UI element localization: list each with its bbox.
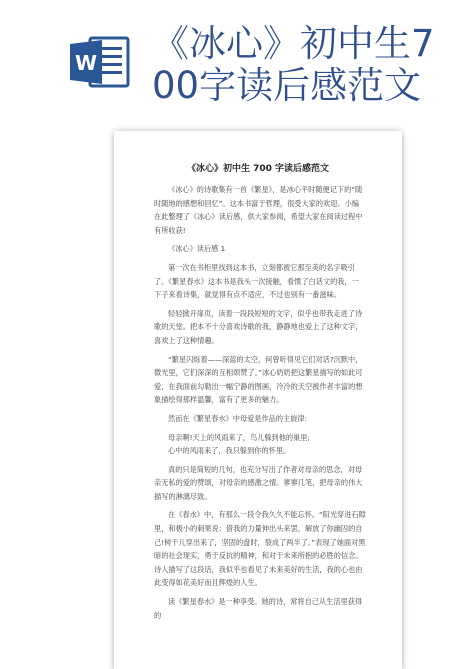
- page-title-line-2: 00字读后感范文: [152, 64, 422, 107]
- document-body: [154, 183, 366, 627]
- paragraph: “繁星闪烁着——深蓝的太空，何曾听得见它们对话?沉默中，微光里，它们深深的互相颂赞了。”冰心奶奶把这繁星描写的如此可爱，在我面前勾勒出一幅宁静的图画，冷冷的天空被作者丰富的想象描绘得那样温馨，富有了更多的魅力。: [154, 354, 363, 405]
- document-page: [114, 131, 402, 669]
- paragraph: 然而在《繁星春水》中母爱是作品的主旋律:: [168, 413, 307, 423]
- paragraph: 真的只是简短的几句，也充分写出了作者对母亲的思念，对母亲无私的爱的赞颂，对母亲的感激之情。寥寥几笔，把母亲的伟大描写的淋漓尽致。: [154, 464, 363, 501]
- paragraph: 轻轻掀开扉页，读着一段段短短的文字，似乎也带我走进了诗歌的天堂。把本不十分喜欢诗歌的我，静静地也爱上了这种文字，喜欢上了这种情趣。: [154, 308, 363, 345]
- page-title-line-1: 《冰心》初中生7: [152, 22, 435, 65]
- section-heading: 《冰心》读后感 1: [168, 244, 226, 254]
- paragraph-intro: 《冰心》的诗歌集有一首《繁星》，是冰心平时随便记下的“随时随地的感想和回忆”。这本书富于哲理，很受大家的欢迎。小编在此整理了《冰心》读后感，供大家参阅，希望大家在阅读过程中有所收获!: [154, 185, 363, 235]
- poem-line: 心中的风雨来了，我只躲到你的怀里。: [168, 446, 291, 456]
- paragraph: 在《春水》中，有那么一段令我久久不能忘怀。“阳光穿进石隙里，和极小的刺果说：借我的力量伸出头来罢，解放了你幽囚的自己!树干儿穿出来了，坚固的盘时，裂成了两半了。”表现了她面对黑暗的社会现实，勇于反抗的精神，和对于未来所抱的必胜的信念。诗人描写了这段话，我似乎也看见了未来美好的生活，我的心也由此变得如花美好而且辉煌的人生。: [154, 510, 366, 588]
- poem-line: 母亲啊!天上的风雨来了，鸟儿躲到他的巢里;: [168, 432, 310, 442]
- word-logo-letter: W: [74, 51, 98, 75]
- paragraph: 第一次在书柜里找到这本书，立刻都被它那至美的名字吸引了。《繁星春水》这本书是我头一次接触，看惯了白话文的我，一下子来看诗集，就觉得有点不适应，不过也别有一番滋味。: [154, 262, 359, 300]
- document-title: 《冰心》初中生 700 字读后感范文: [186, 164, 330, 174]
- paragraph: 读《繁星春水》是一种享受。她的诗，常将自己从生活里获得的: [154, 597, 363, 620]
- word-document-icon: [68, 34, 132, 90]
- header: [0, 0, 474, 118]
